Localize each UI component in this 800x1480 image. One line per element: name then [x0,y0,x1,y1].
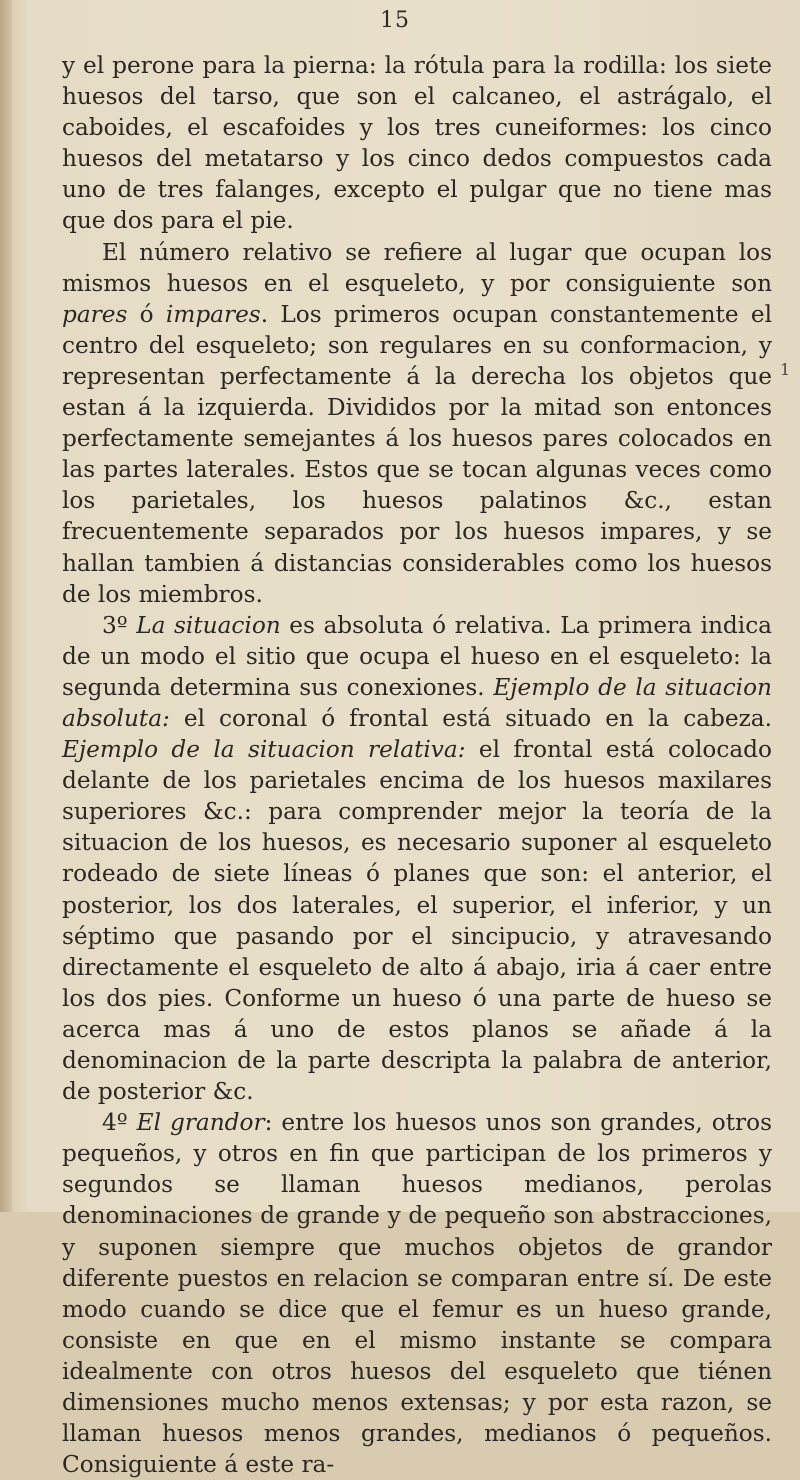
text-run: y el perone para la pierna: la rótula para la rodilla: los siete huesos del tarso, que son el calcaneo, el astrágalo, el caboides, el escafoides y los tres cuneiformes: los cinco huesos del metatarso y los cinco dedos compuestos cada uno de tres falanges, excepto el pulgar que no tiene mas que dos para el pie. [62,52,772,235]
text-run: : entre los huesos unos son grandes, otros pequeños, y otros en fin que participan de los primeros y segundos se llaman huesos medianos, perolas denominaciones de grande y de pequeño son abstracciones, y suponen siempre que muchos objetos de grandor diferente puestos en relacion se comparan entre sí. De este modo cuando se dice que el femur es un hueso grande, consiste en que en el mismo instante se compara idealmente con otros huesos del esqueleto que tiénen dimensiones mucho menos extensas; y por esta razon, se llaman huesos menos grandes, medianos ó pequeños. Consiguiente á este ra- [62,1109,773,1479]
text-run: es absoluta ó relativa. La primera indica de un modo el sitio que ocupa el hueso en el esqueleto: la segunda determina sus conexiones. [62,611,773,701]
text-run: el frontal está colocado delante de los parietales encima de los huesos maxilares superiores &c.: para comprender mejor la teoría de la situacion de los huesos, es necesario suponer al esqueleto rodeado de siete líneas ó planes que son: el anterior, el posterior, los dos laterales, el superior, el inferior, y un séptimo que pasando por el sincipucio, y atravesando directamente el esqueleto de alto á abajo, iria á caer entre los dos pies. Conforme un hueso ó una parte de hueso se acerca mas á uno de estos planos se añade á la denominacion de la parte descripta la palabra de anterior, de posterior &c. [62,736,772,1106]
paragraph [62,1107,772,1480]
margin-mark: 1 [780,360,791,379]
paragraph [62,610,772,1108]
italic-text: El grandor [136,1109,265,1137]
text-run: ó [127,300,166,328]
body-text [62,50,772,1480]
text-run: el coronal ó frontal está situado en la cabeza. [169,704,772,732]
paragraph [62,50,772,237]
paragraph [62,237,772,610]
italic-text: Ejemplo de la situacion absoluta: [62,673,772,732]
text-run: 3º [102,611,137,639]
text-run: El número relativo se refiere al lugar que ocupan los mismos huesos en el esqueleto, y por consiguiente son [62,238,772,297]
italic-text: Ejemplo de la situacion relativa: [62,736,466,764]
page-edge-shadow [0,0,12,1212]
text-run: . Los primeros ocupan constantemente el centro del esqueleto; son regulares en su conformacion, y representan perfectamente á la derecha los objetos que estan á la izquierda. Divididos por la mitad son entonces perfectamente semejantes á los huesos pares colocados en las partes laterales. Estos que se tocan algunas veces como los parietales, los huesos palatinos &c., estan frecuentemente separados por los huesos impares, y se hallan tambien á distancias considerables como los huesos de los miembros. [62,300,772,608]
italic-text: impares [165,300,261,328]
italic-text: La situacion [136,611,281,639]
page-number: 15 [380,8,410,33]
text-run: 4º [102,1109,137,1137]
italic-text: pares [62,300,128,328]
